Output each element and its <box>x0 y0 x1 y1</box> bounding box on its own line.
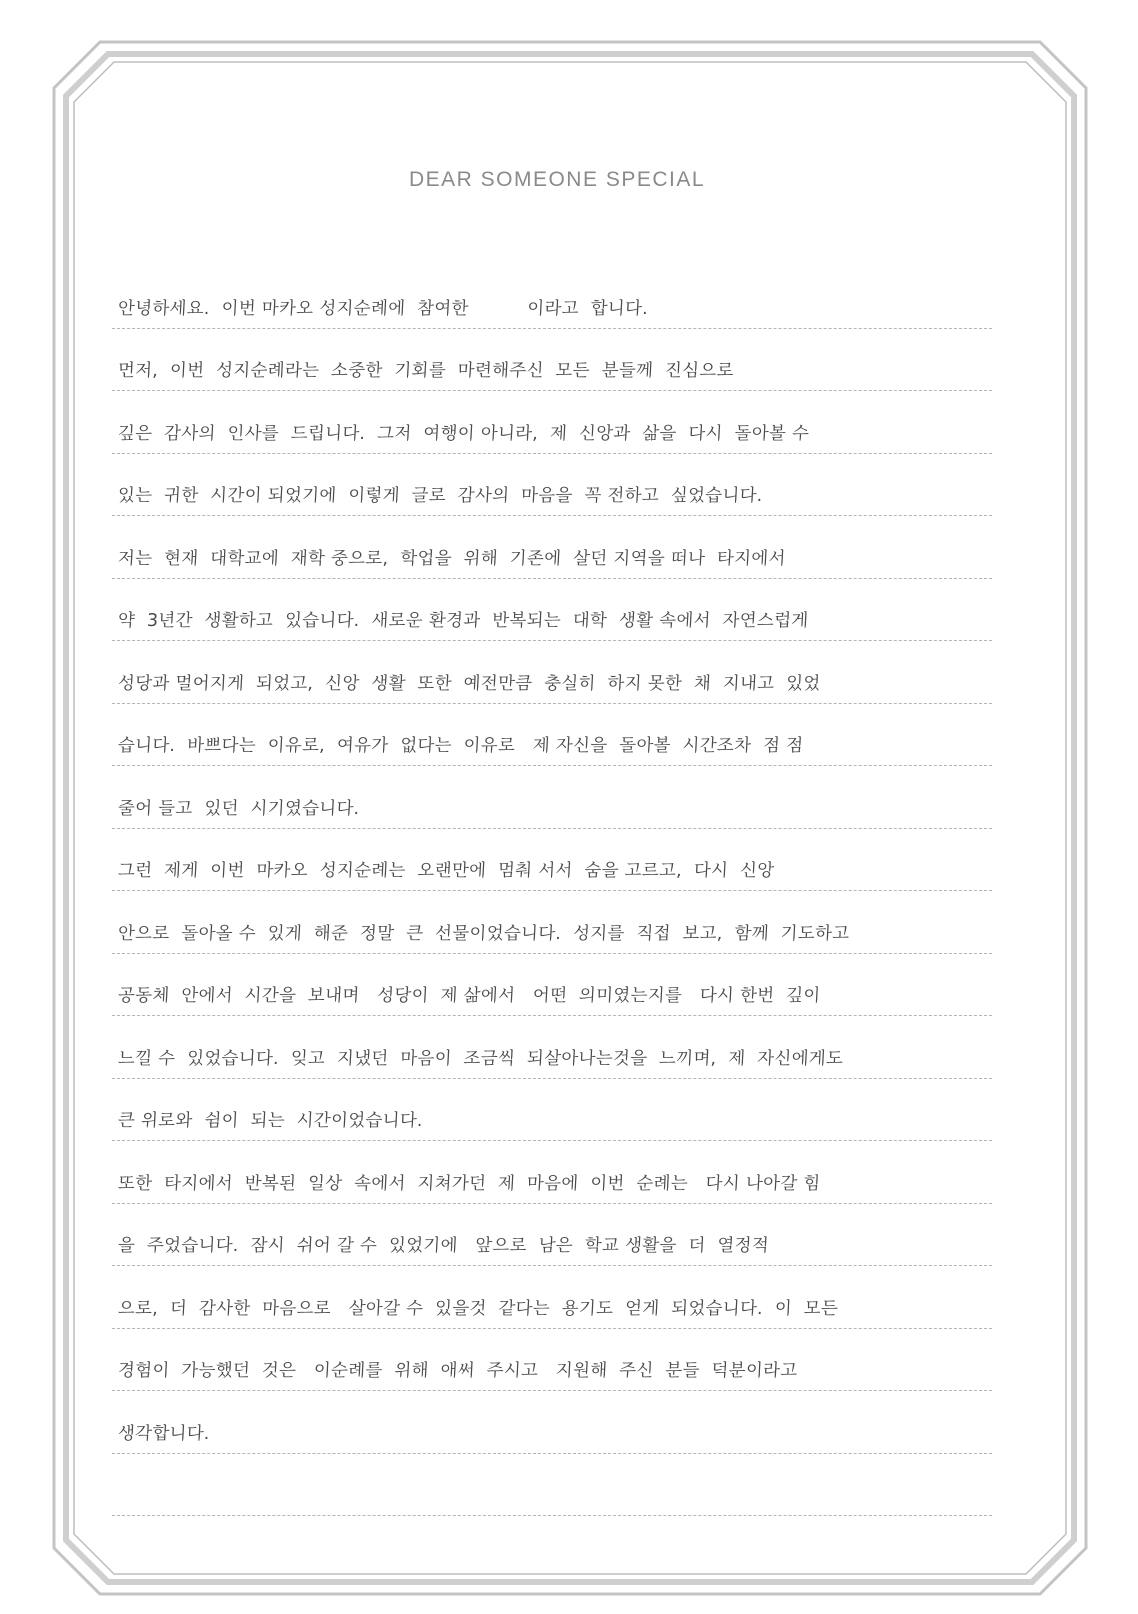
handwritten-text: 먼저, 이번 성지순례라는 소중한 기회를 마련해주신 모든 분들께 진심으로 <box>117 361 735 381</box>
handwritten-text: 생각합니다. <box>117 1423 211 1444</box>
letter-line <box>112 454 992 517</box>
handwritten-text: 저는 현재 대학교에 재학 중으로, 학업을 위해 기존에 살던 지역을 떠나 타지에서 <box>117 548 787 569</box>
handwritten-text: 경험이 가능했던 것은 이순례를 위해 애써 주시고 지원해 주신 분들 덕분이라고 <box>117 1361 798 1381</box>
handwritten-text: 또한 타지에서 반복된 일상 속에서 지쳐가던 제 마음에 이번 순례는 다시 나아갈 힘 <box>117 1173 822 1194</box>
letter-line <box>112 266 992 329</box>
letter-line <box>112 1391 992 1454</box>
letter-line <box>112 1204 992 1267</box>
letter-line <box>112 891 992 954</box>
handwritten-text: 큰 위로와 쉼이 되는 시간이었습니다. <box>117 1111 424 1131</box>
letter-heading: DEAR SOMEONE SPECIAL <box>408 168 706 191</box>
handwritten-text: 안으로 돌아올 수 있게 해준 정말 큰 선물이었습니다. 성지를 직접 보고, 함께 기도하고 <box>117 923 850 944</box>
letter-line <box>112 516 992 579</box>
letter-line <box>112 1016 992 1079</box>
letter-line <box>112 391 992 454</box>
handwritten-text: 있는 귀한 시간이 되었기에 이렇게 글로 감사의 마음을 꼭 전하고 싶었습니다. <box>117 486 764 506</box>
letter-line <box>112 829 992 892</box>
letter-line <box>112 766 992 829</box>
handwritten-text: 안녕하세요. 이번 마카오 성지순례에 참여한 이라고 합니다. <box>117 298 649 319</box>
handwritten-text: 약 3년간 생활하고 있습니다. 새로운 환경과 반복되는 대학 생활 속에서 자연스럽게 <box>117 611 810 631</box>
letter-line <box>112 329 992 392</box>
handwritten-text: 깊은 감사의 인사를 드립니다. 그저 여행이 아니라, 제 신앙과 삶을 다시 돌아볼 수 <box>117 423 810 444</box>
letter-line <box>112 1329 992 1392</box>
handwritten-text: 성당과 멀어지게 되었고, 신앙 생활 또한 예전만큼 충실히 하지 못한 채 지내고 있었 <box>117 673 822 694</box>
letter-line <box>112 1141 992 1204</box>
letter-line <box>112 954 992 1017</box>
letter-body <box>112 266 992 1516</box>
handwritten-text: 습니다. 바쁘다는 이유로, 여유가 없다는 이유로 제 자신을 돌아볼 시간조차 점 점 <box>117 736 804 756</box>
letter-line <box>112 1079 992 1142</box>
letter-line <box>112 641 992 704</box>
handwritten-text: 을 주었습니다. 잠시 쉬어 갈 수 있었기에 앞으로 남은 학교 생활을 더 열정적 <box>117 1236 770 1256</box>
letter-line-empty <box>112 1454 992 1517</box>
handwritten-text: 공동체 안에서 시간을 보내며 성당이 제 삶에서 어떤 의미였는지를 다시 한번 깊이 <box>117 986 822 1006</box>
letter-line <box>112 704 992 767</box>
letter-line <box>112 579 992 642</box>
handwritten-text: 줄어 들고 있던 시기였습니다. <box>117 798 361 819</box>
letter-line <box>112 1266 992 1329</box>
handwritten-text: 느낄 수 있었습니다. 잊고 지냈던 마음이 조금씩 되살아나는것을 느끼며, 제 자신에게도 <box>117 1048 844 1069</box>
handwritten-text: 그런 제게 이번 마카오 성지순례는 오랜만에 멈춰 서서 숨을 고르고, 다시 신앙 <box>117 861 775 881</box>
handwritten-text: 으로, 더 감사한 마음으로 살아갈 수 있을것 같다는 용기도 얻게 되었습니다. 이 모든 <box>117 1298 839 1319</box>
